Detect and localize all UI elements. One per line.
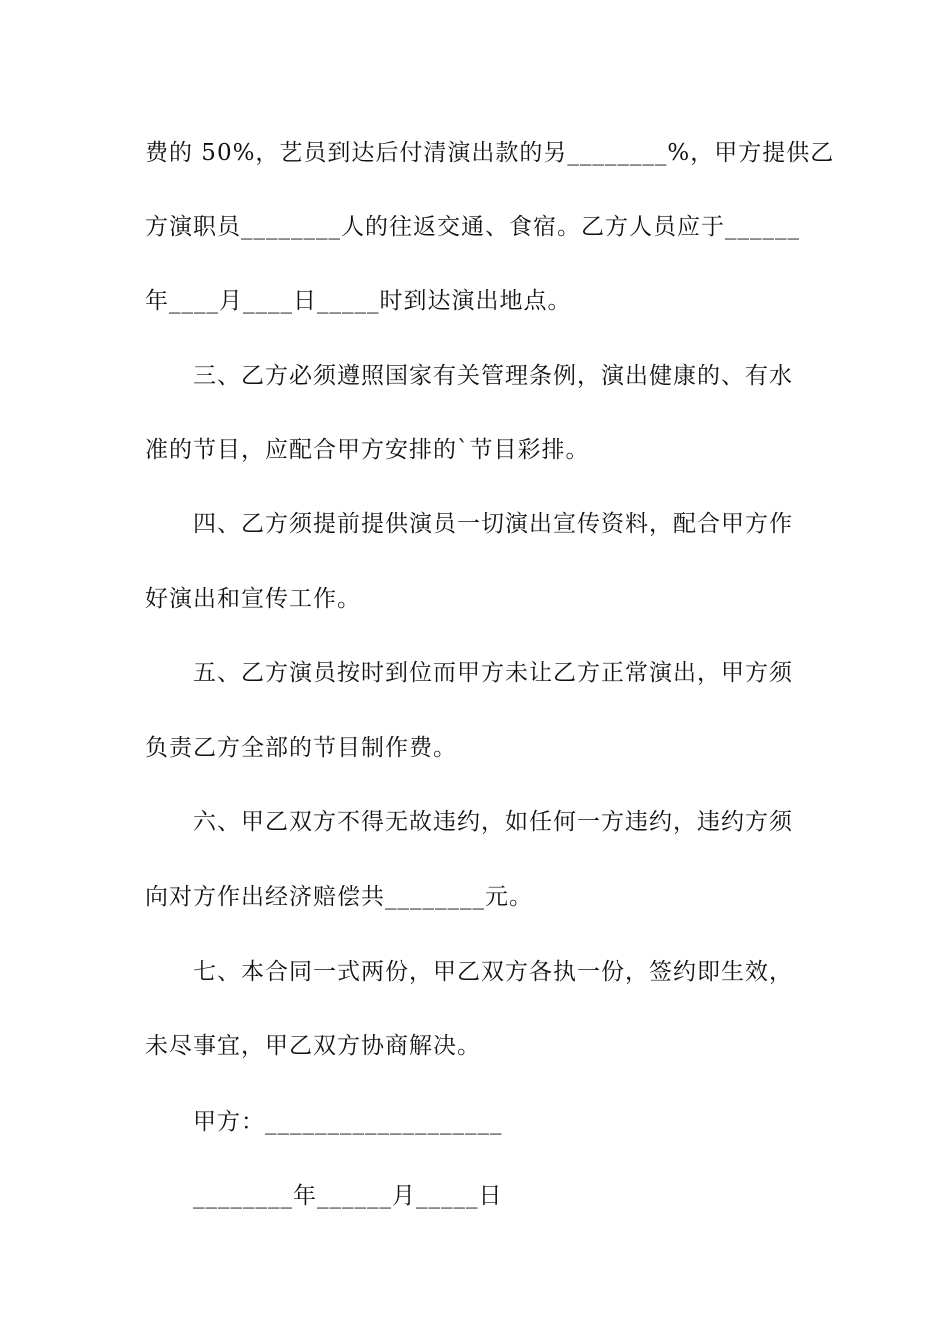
- clause-six-line-1: 六、甲乙双方不得无故违约，如任何一方违约，违约方须: [193, 809, 793, 835]
- clause-four-line-2: 好演出和宣传工作。: [145, 586, 361, 612]
- clause-seven-line-2: 未尽事宜，甲乙双方协商解决。: [145, 1033, 481, 1059]
- clause-four-line-1: 四、乙方须提前提供演员一切演出宣传资料，配合甲方作: [193, 511, 793, 537]
- clause-two-continued-line-3: 年____月____日_____时到达演出地点。: [145, 288, 572, 314]
- party-a-signature-line: 甲方：___________________: [193, 1109, 503, 1135]
- clause-five-line-1: 五、乙方演员按时到位而甲方未让乙方正常演出，甲方须: [193, 660, 793, 686]
- clause-two-continued-line-1: 费的 50%，艺员到达后付清演出款的另________%，甲方提供乙: [145, 140, 835, 166]
- signature-date-line: ________年______月_____日: [193, 1183, 503, 1209]
- clause-three-line-1: 三、乙方必须遵照国家有关管理条例，演出健康的、有水: [193, 363, 793, 389]
- clause-six-line-2: 向对方作出经济赔偿共________元。: [145, 884, 533, 910]
- clause-three-line-2: 准的节目，应配合甲方安排的`节目彩排。: [145, 437, 590, 463]
- clause-five-line-2: 负责乙方全部的节目制作费。: [145, 735, 457, 761]
- clause-seven-line-1: 七、本合同一式两份，甲乙双方各执一份，签约即生效，: [193, 959, 793, 985]
- clause-two-continued-line-2: 方演职员________人的往返交通、食宿。乙方人员应于______: [145, 214, 800, 240]
